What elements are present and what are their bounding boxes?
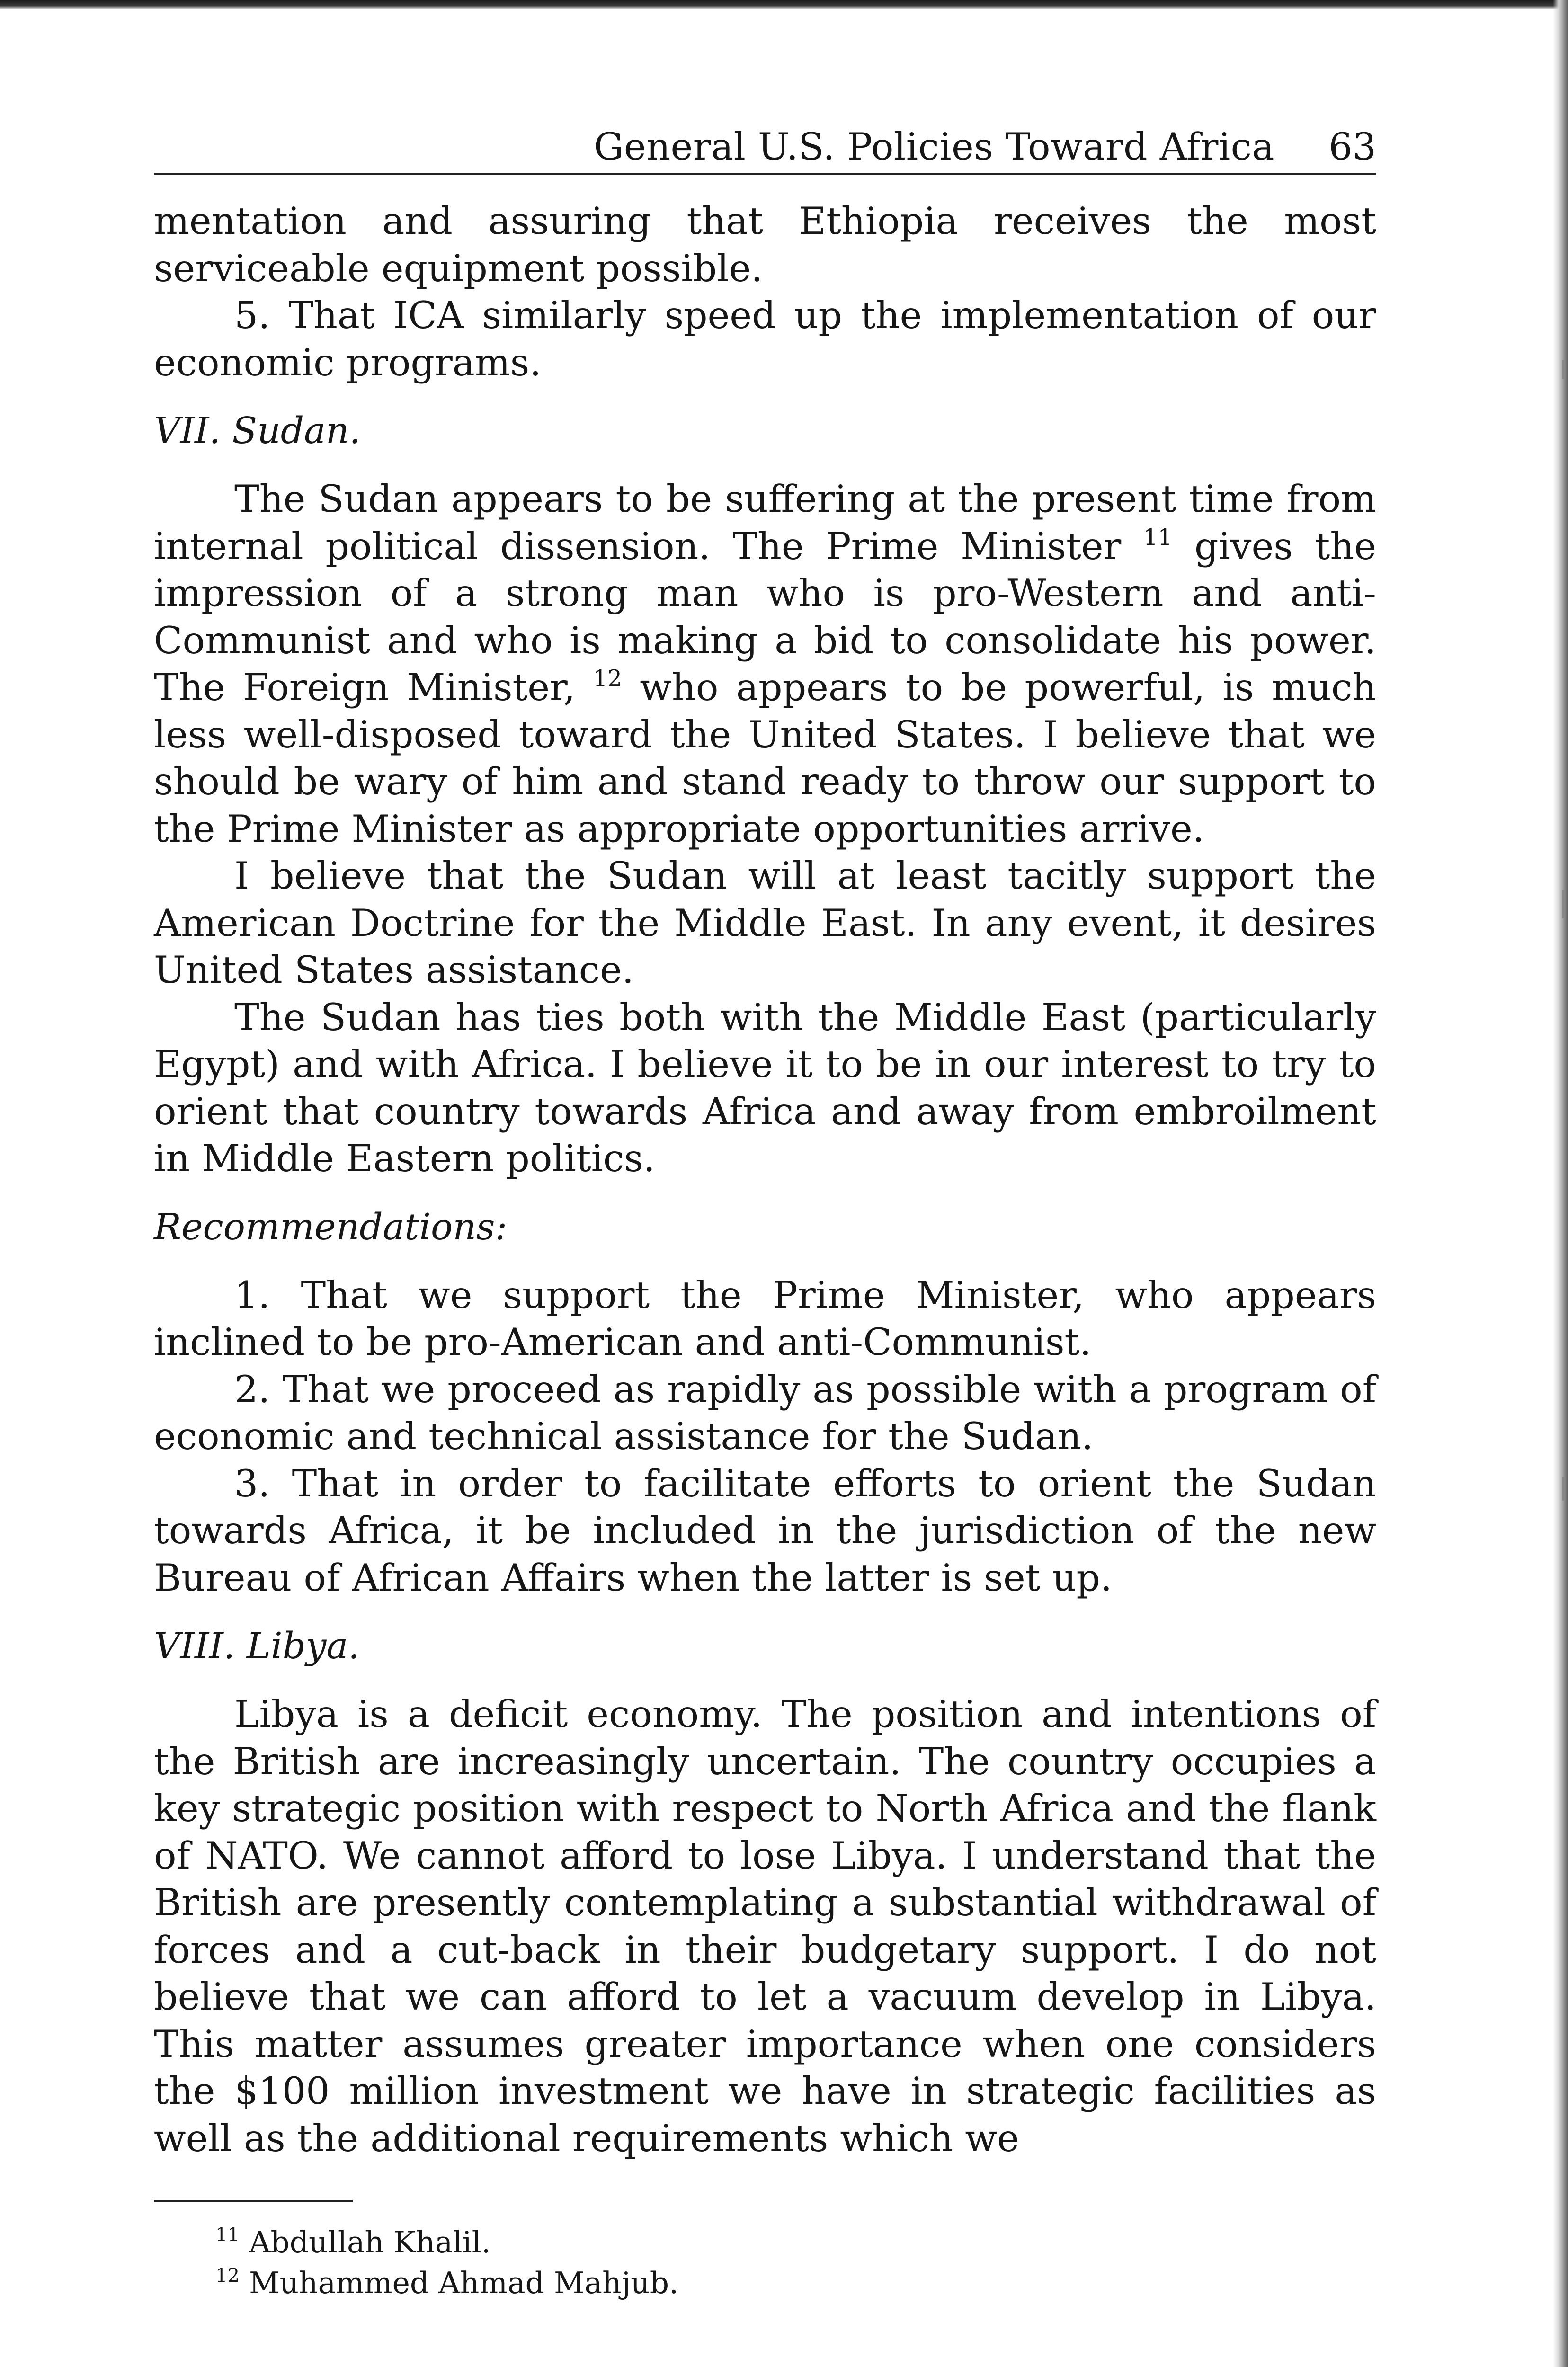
text-segment: gives the impression of a strong man who is pro-Western and anti-Communist and who is making a bid to consolidate his power. The Foreign Minister, xyxy=(154,524,1376,709)
running-title: General U.S. Policies Toward Africa xyxy=(594,125,1274,169)
text-segment: The Sudan appears to be suffering at the present time from internal political dissension. The Prime Minister xyxy=(154,477,1376,568)
footnote-text: Muhammed Ahmad Mahjub. xyxy=(249,2266,679,2300)
recommendation-3: 3. That in order to facilitate efforts to orient the Sudan towards Africa, it be included in the jurisdiction of the new Bureau of African Affairs when the latter is set up. xyxy=(154,1461,1376,1600)
footnote-text: Abdullah Khalil. xyxy=(249,2225,491,2260)
scan-edge-right xyxy=(1553,0,1568,2367)
scan-speck xyxy=(1562,360,1565,379)
section-heading-sudan: VII. Sudan. xyxy=(154,410,361,452)
footnote-ref-12: 12 xyxy=(593,665,622,692)
text-segment: who appears to be powerful, is much less well-disposed toward the United States. I believe that we should be wary of him and stand ready to throw our support to the Prime Minister as appropriate opportunities arrive. xyxy=(154,666,1377,851)
recommendation-1: 1. That we support the Prime Minister, who appears inclined to be pro-American and anti-Communist. xyxy=(154,1273,1376,1364)
body-text xyxy=(154,198,1376,2162)
paragraph-american-doctrine: I believe that the Sudan will at least tacitly support the American Doctrine for the Middle East. In any event, it desires United States assistance. xyxy=(154,854,1376,992)
paragraph-item-5: 5. That ICA similarly speed up the implementation of our economic programs. xyxy=(154,294,1376,384)
document-page xyxy=(154,121,1376,2304)
footnotes xyxy=(154,2222,1376,2304)
paragraph-ethiopia-continuation: mentation and assuring that Ethiopia receives the most serviceable equipment possible. xyxy=(154,199,1376,290)
footnote-11 xyxy=(215,2222,1376,2263)
recommendation-2: 2. That we proceed as rapidly as possible with a program of economic and technical assistance for the Sudan. xyxy=(154,1367,1376,1458)
section-heading-recommendations: Recommendations: xyxy=(154,1206,508,1248)
footnote-divider xyxy=(154,2200,353,2202)
paragraph-libya: Libya is a deficit economy. The position and intentions of the British are increasingly uncertain. The country occupies a key strategic position with respect to North Africa and the flank of NATO. We cannot afford to lose Libya. I understand that the British are presently contemplating a substantial withdrawal of forces and a cut-back in their budgetary support. I do not believe that we can afford to let a vacuum develop in Libya. This matter assumes greater importance when one considers the $100 million investment we have in strategic facilities as well as the additional requirements which we xyxy=(154,1692,1376,2160)
scan-speck xyxy=(1562,890,1565,918)
footnote-number: 12 xyxy=(215,2265,240,2287)
footnote-number: 11 xyxy=(215,2224,240,2246)
scan-edge-top xyxy=(0,0,1568,9)
running-header xyxy=(154,121,1376,175)
paragraph-sudan-politics xyxy=(154,476,1376,853)
paragraph-middle-east-ties: The Sudan has ties both with the Middle East (particularly Egypt) and with Africa. I believe it to be in our interest to try to orient that country towards Africa and away from embroilment in Middle Eastern politics. xyxy=(154,995,1376,1180)
footnote-12 xyxy=(215,2263,1376,2304)
scan-speck xyxy=(1562,1477,1565,1501)
page-number: 63 xyxy=(1328,125,1376,169)
footnote-ref-11: 11 xyxy=(1143,524,1173,551)
section-heading-libya: VIII. Libya. xyxy=(154,1625,360,1667)
